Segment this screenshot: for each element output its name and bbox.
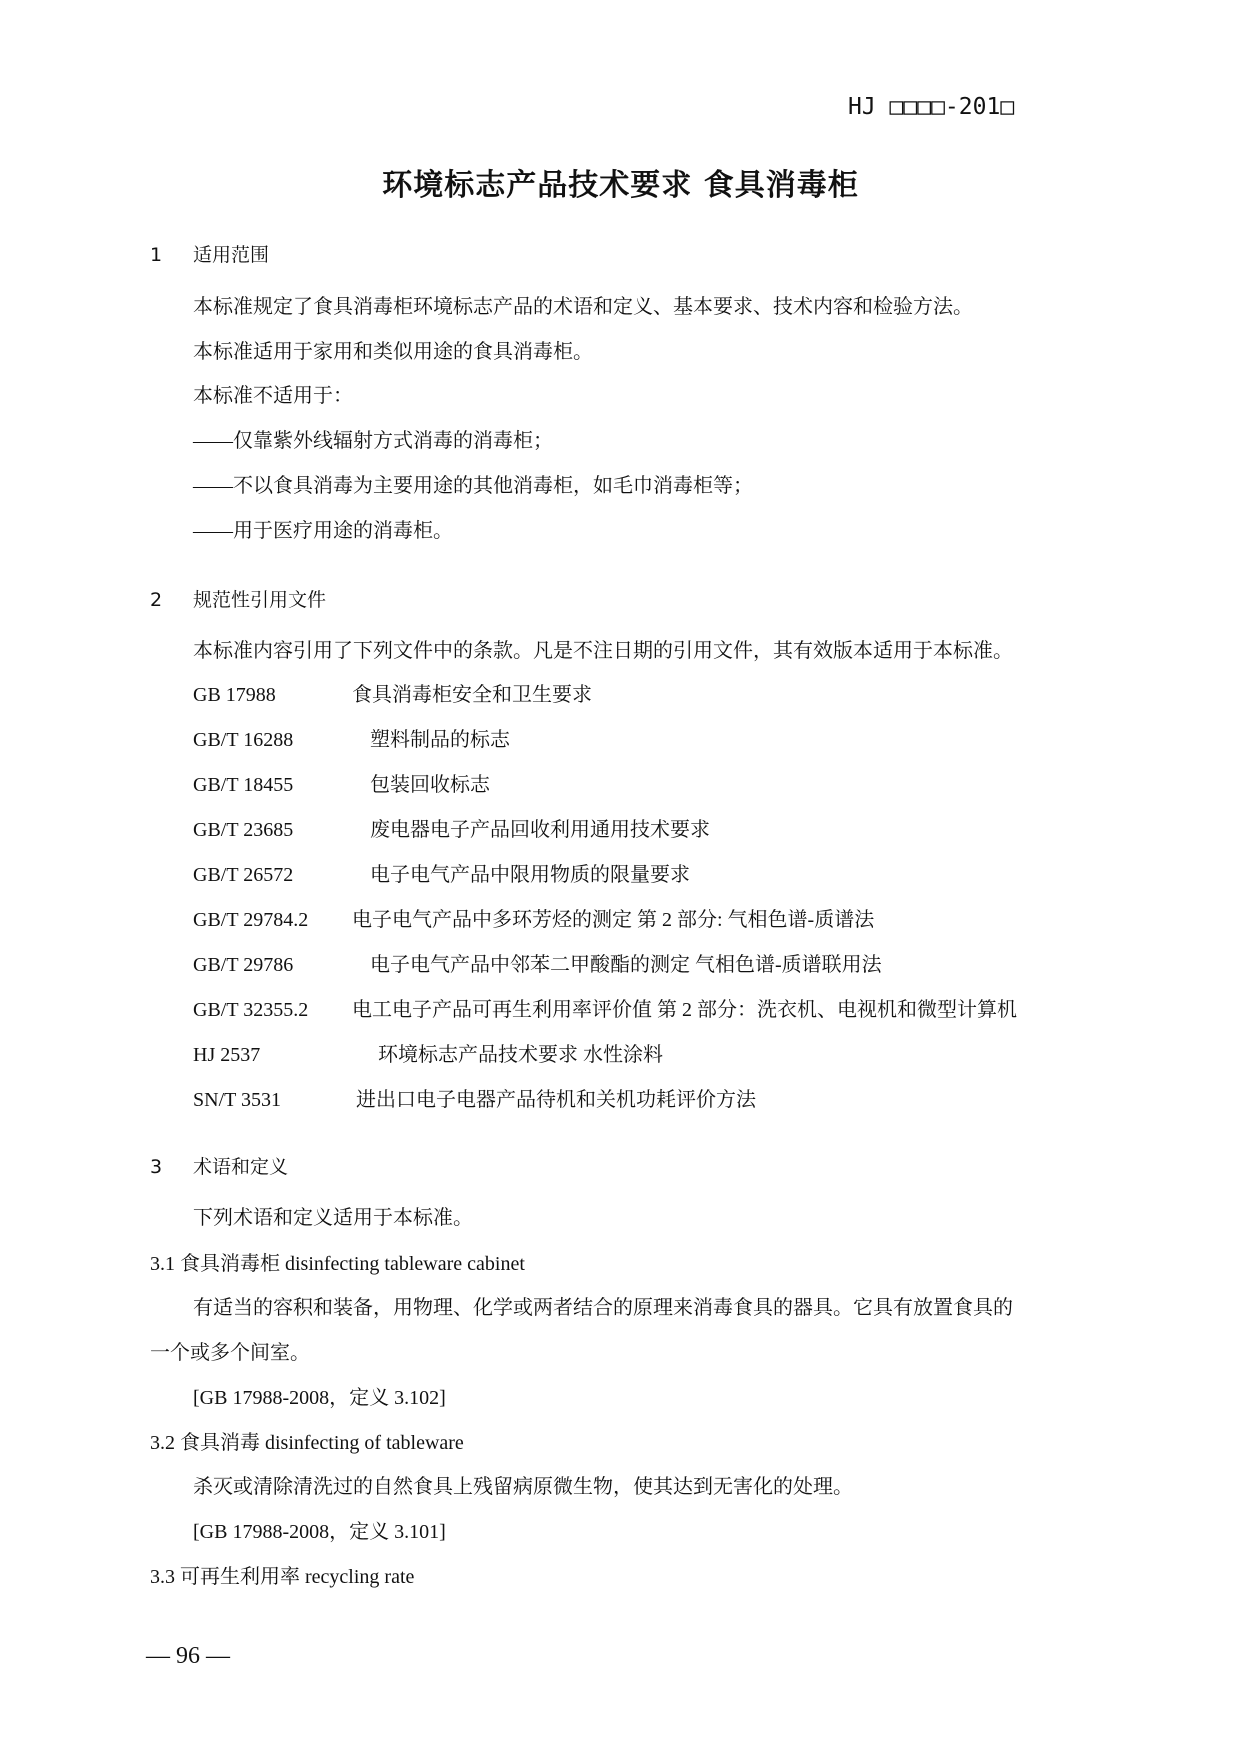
page-number: — 96 — (146, 1643, 230, 1669)
reference-title: 电子电气产品中邻苯二甲酸酯的测定 气相色谱-质谱联用法 (370, 954, 882, 976)
reference-row (193, 727, 510, 753)
section-number: 2 (150, 589, 163, 611)
section-title: 规范性引用文件 (193, 589, 327, 611)
reference-code: GB/T 16288 (193, 729, 294, 751)
reference-code: GB/T 32355.2 (193, 999, 309, 1021)
reference-code: HJ 2537 (193, 1044, 261, 1066)
reference-row (193, 907, 874, 933)
page-title: 环境标志产品技术要求 食具消毒柜 (382, 168, 859, 203)
term-label: 3.1 食具消毒柜 disinfecting tableware cabinet (150, 1253, 525, 1275)
reference-code: GB/T 29786 (193, 954, 294, 976)
term-definition: 杀灭或清除清洗过的自然食具上残留病原微生物，使其达到无害化的处理。 (193, 1476, 853, 1498)
reference-code: GB/T 18455 (193, 774, 294, 796)
reference-row (193, 772, 490, 798)
list-item: ——仅靠紫外线辐射方式消毒的消毒柜； (193, 430, 553, 452)
reference-title: 塑料制品的标志 (370, 729, 510, 751)
term-definition: 有适当的容积和装备，用物理、化学或两者结合的原理来消毒食具的器具。它具有放置食具的 (193, 1297, 1013, 1319)
reference-code: GB 17988 (193, 684, 276, 706)
reference-title: 环境标志产品技术要求 水性涂料 (378, 1044, 663, 1066)
section-number: 1 (150, 244, 163, 266)
reference-title: 食具消毒柜安全和卫生要求 (352, 684, 592, 706)
reference-row (193, 1042, 663, 1068)
paragraph: 本标准不适用于： (193, 385, 353, 407)
term-label: 3.3 可再生利用率 recycling rate (150, 1566, 415, 1588)
section-number: 3 (150, 1156, 163, 1178)
paragraph: 本标准适用于家用和类似用途的食具消毒柜。 (193, 341, 593, 363)
section-heading (150, 1154, 288, 1180)
reference-code: GB/T 26572 (193, 864, 294, 886)
list-item: ——用于医疗用途的消毒柜。 (193, 520, 453, 542)
reference-row (193, 952, 882, 978)
reference-row (193, 1087, 756, 1113)
reference-row (193, 997, 1017, 1023)
reference-row (193, 817, 710, 843)
reference-title: 包装回收标志 (370, 774, 490, 796)
list-item: ——不以食具消毒为主要用途的其他消毒柜，如毛巾消毒柜等； (193, 475, 753, 497)
reference-code: GB/T 23685 (193, 819, 294, 841)
document-number: HJ □□□□-201□ (848, 94, 1015, 120)
reference-title: 电子电气产品中多环芳烃的测定 第 2 部分: 气相色谱-质谱法 (352, 909, 875, 931)
reference-code: SN/T 3531 (193, 1089, 281, 1111)
section-heading (150, 242, 269, 268)
reference-title: 进出口电子电器产品待机和关机功耗评价方法 (356, 1089, 756, 1111)
section-title: 适用范围 (193, 244, 270, 266)
section-heading (150, 587, 326, 613)
reference-row (193, 682, 592, 708)
paragraph: 下列术语和定义适用于本标准。 (193, 1207, 473, 1229)
section-title: 术语和定义 (193, 1156, 289, 1178)
reference-title: 电子电气产品中限用物质的限量要求 (370, 864, 690, 886)
term-source: [GB 17988-2008，定义 3.101] (193, 1521, 446, 1543)
reference-title: 电工电子产品可再生利用率评价值 第 2 部分：洗衣机、电视机和微型计算机 (352, 999, 1017, 1021)
term-label: 3.2 食具消毒 disinfecting of tableware (150, 1432, 464, 1454)
reference-title: 废电器电子产品回收利用通用技术要求 (370, 819, 710, 841)
paragraph: 本标准规定了食具消毒柜环境标志产品的术语和定义、基本要求、技术内容和检验方法。 (193, 296, 973, 318)
paragraph: 本标准内容引用了下列文件中的条款。凡是不注日期的引用文件，其有效版本适用于本标准。 (193, 640, 1013, 662)
reference-row (193, 862, 690, 888)
term-definition: 一个或多个间室。 (150, 1342, 310, 1364)
term-source: [GB 17988-2008，定义 3.102] (193, 1387, 446, 1409)
reference-code: GB/T 29784.2 (193, 909, 309, 931)
